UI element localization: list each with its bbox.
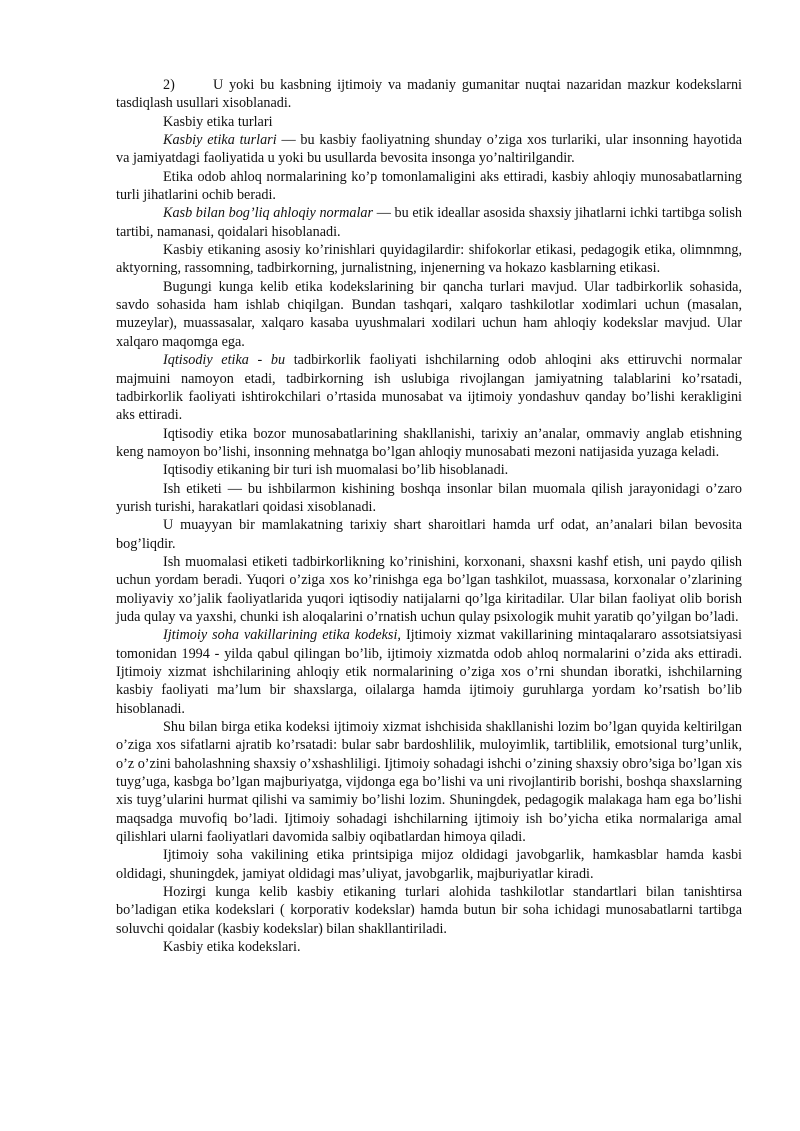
paragraph-text: — bu kasbiy faoliyatning shunday o’ziga xos turlariki, ular insonning hayotida va jamiyatdagi faoliyatida u yoki bu usullarda bevosita insonga yo’naltirilgandir. — [116, 132, 742, 167]
paragraph-text: Ijtimoiy xizmat vakillarining mintaqalararo assotsiatsiyasi tomonidan 1994 - yilda qabul qilingan bo’lib, ijtimoiy xizmatda odob ahloq normalarini o’zida aks ettiradi. Ijtimoiy xizmat ishchilarining ahloqiy etik normalarining o’ziga xos o’rni shundan iboratki, ishchilarning kasbiy faoliyati ma’lum bir shaxslarga, oilalarga hamda ijtimoiy guruhlarga yordam ko’rsatish bo’lib hisoblanadi. — [116, 627, 742, 717]
italic-term: Iqtisodiy etika - bu — [163, 352, 286, 369]
paragraph: U muayyan bir mamlakatning tarixiy shart sharoitlari hamda urf odat, an’analari bilan bevosita bog’liqdir. — [116, 517, 742, 552]
paragraph: Hozirgi kunga kelib kasbiy etikaning turlari alohida tashkilotlar standartlari bilan tanishtirsa bo’ladigan etika kodekslari ( korporativ kodekslar) hamda butun bir soha ichidagi munosabatlarni tartibga soluvchi qoidalar (kasbiy kodekslar) bilan shakllantiriladi. — [116, 884, 742, 937]
paragraph: Ish etiketi — bu ishbilarmon kishining boshqa insonlar bilan muomala qilish jarayonidagi o’zaro yurish turishi, harakatlari qoidasi xisoblanadi. — [116, 480, 742, 515]
paragraph: Ish muomalasi etiketi tadbirkorlikning ko’rinishini, korxonani, shaxsni kashf etish, uni paydo qilish uchun yordam beradi. Yuqori o’ziga xos ko’rinishga ega bo’lgan tashkilot, muassasa, korxonalar o’zlarining moliyaviy xo’jalik faoliyatlarida yuqori iqtisodiy natijalarni qo’lga kiritadilar. Ular bilan faoliyat olib borish juda qulay va yaxshi, chunki ish aloqalarini o’rnatish uchun qulay psixologik muhit yaratib qo’yilgan bo’ladi. — [116, 553, 742, 625]
section-heading: Kasbiy etika kodekslari. — [163, 939, 301, 956]
paragraph-text: tadbirkorlik faoliyati ishchilarning odob ahloqini aks ettiruvchi normalar majmuini namoyon etadi, tadbirkorning ish uslubiga rivojlangan jamiyatning talablarini ko’rsatadi, tadbirkorlik faoliyati ishtirokchilari o’rtasida munosabat va ijtimoiy yondashuv qanday bo’lishi kerakligini aks ettiradi. — [116, 352, 742, 424]
paragraph — [116, 131, 742, 168]
paragraph — [116, 351, 742, 424]
section-heading: Kasbiy etika turlari — [163, 113, 273, 130]
paragraph-text: — bu etik ideallar asosida shaxsiy jihatlarni ichki tartibga solish tartibi, namanasi, qoidalari hisoblanadi. — [116, 205, 742, 240]
italic-term: Kasbiy etika turlari — [163, 132, 277, 149]
paragraph: Shu bilan birga etika kodeksi ijtimoiy xizmat ishchisida shakllanishi lozim bo’lgan quyida keltirilgan o’ziga xos sifatlarni ajratib ko’rsatadi: bular sabr bardoshlilik, muloyimlik, tartiblilik, emotsional turg’unlik, o’z o’zini baholashning shaxsiy o’xshashliligi. Ijtimoiy sohadagi ishchi o’zining shaxsiy obro’siga bo’lgan xis tuyg’uga, kasbga bo’lgan majburiyatga, vijdonga ega bo’lishi va uni rivojlantirib borishi, boshqa shaxslarning xis tuyg’ularini hurmat qilishi va samimiy bo’lishi lozim. Shuningdek, pedagogik malakaga ham ega bo’lishi maqsadga muvofiq bo’ladi. Ijtimoiy sohadagi ishchilarning ijtimoiy ish bo’yicha etika normalariga amal qilishlari ularni faoliyatlari davomida salbiy oqibatlardan himoya qiladi. — [116, 719, 742, 846]
paragraph-numbered — [116, 76, 742, 113]
italic-term: Kasb bilan bog’liq ahloqiy normalar — [163, 205, 374, 222]
paragraph: Ijtimoiy soha vakilining etika printsipiga mijoz oldidagi javobgarlik, hamkasblar hamda kasbi oldidagi, shuningdek, jamiyat oldidagi mas’uliyat, javobgarlik, majburiyatlar kiradi. — [116, 847, 742, 882]
paragraph: Kasbiy etikaning asosiy ko’rinishlari quyidagilardir: shifokorlar etikasi, pedagogik etika, olimnmng, aktyorning, rassomning, tadbirkorning, jurnalistning, injenerning va hokazo kasblarning etikasi. — [116, 242, 742, 277]
list-number: 2) — [163, 77, 175, 93]
paragraph: Iqtisodiy etikaning bir turi ish muomalasi bo’lib hisoblanadi. — [163, 462, 509, 479]
paragraph — [116, 204, 742, 241]
paragraph-text: U yoki bu kasbning ijtimoiy va madaniy gumanitar nuqtai nazaridan mazkur kodekslarni tasdiqlash usullari xisoblanadi. — [116, 77, 742, 112]
paragraph: Etika odob ahloq normalarining ko’p tomonlamaligini aks ettiradi, kasbiy ahloqiy munosabatlarning turli jihatlarini ochib beradi. — [116, 168, 742, 204]
paragraph — [116, 626, 742, 718]
italic-term: Ijtimoiy soha vakillarining etika kodeksi, — [163, 627, 401, 644]
paragraph: Bugungi kunga kelib etika kodekslarining bir qancha turlari mavjud. Ular tadbirkorlik sohasida, savdo sohasida ham ishlab chiqilgan. Bundan tashqari, xalqaro tashkilotlar xodimlari uchun (masalan, muzeylar), muassasalar, xalqaro kasaba uyushmalari xodilari uchun ham ahloqiy kodekslar mavjud. Ular xalqaro maqomga ega. — [116, 278, 742, 350]
document-page — [116, 76, 742, 957]
paragraph: Iqtisodiy etika bozor munosabatlarining shakllanishi, tarixiy an’analar, ommaviy anglab etishning keng namoyon bo’lishi, insonning mehnatga bo’lgan ahloqiy munosabati mezoni natijasida yuzaga keladi. — [116, 425, 742, 460]
